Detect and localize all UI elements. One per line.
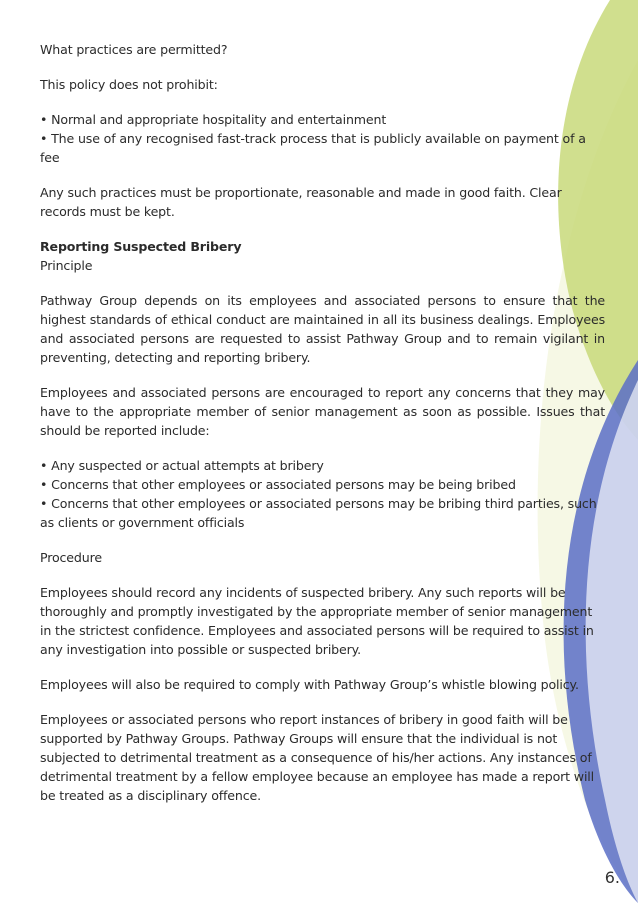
page-number: 6. [604,868,620,887]
permitted-conclusion: Any such practices must be proportionate, reasonable and made in good faith. Clear records must be kept. [40,185,562,219]
bullet-item: • Concerns that other employees or associated persons may be bribing third parties, such as clients or government officials [40,496,597,530]
principle-paragraph-2: Employees and associated persons are encouraged to report any concerns that they may have to the appropriate member of senior management as soon as possible. Issues that should be reported include: [40,385,605,438]
reporting-heading: Reporting Suspected Bribery [40,239,242,254]
permitted-intro: This policy does not prohibit: [40,77,218,92]
permitted-heading: What practices are permitted? [40,42,228,57]
procedure-paragraph-1: Employees should record any incidents of suspected bribery. Any such reports will be thoroughly and promptly investigated by the appropriate member of senior management in the strictest confidence. Employees and associated persons will be required to assist in any investigation into possible or suspected bribery. [40,585,594,657]
procedure-label: Procedure [40,550,102,565]
bullet-item: • Normal and appropriate hospitality and entertainment [40,112,387,127]
procedure-paragraph-3: Employees or associated persons who report instances of bribery in good faith will be supported by Pathway Groups. Pathway Groups will ensure that the individual is not subjected to detrimental treatment as a consequence of his/her actions. Any instances of detrimental treatment by a fellow employee because an employee has made a report will be treated as a disciplinary offence. [40,712,594,803]
principle-label: Principle [40,258,93,273]
procedure-paragraph-2: Employees will also be required to comply with Pathway Group’s whistle blowing policy. [40,677,579,692]
page-content [40,40,605,805]
bullet-item: • Concerns that other employees or associated persons may be being bribed [40,477,516,492]
bullet-item: • The use of any recognised fast-track process that is publicly available on payment of a fee [40,131,586,165]
permitted-bullet-list [40,110,605,167]
bullet-item: • Any suspected or actual attempts at bribery [40,458,324,473]
principle-paragraph-1: Pathway Group depends on its employees and associated persons to ensure that the highest standards of ethical conduct are maintained in all its business dealings. Employees and associated persons are requested to assist Pathway Group and to remain vigilant in preventing, detecting and reporting bribery. [40,293,605,365]
principle-bullet-list [40,456,605,532]
